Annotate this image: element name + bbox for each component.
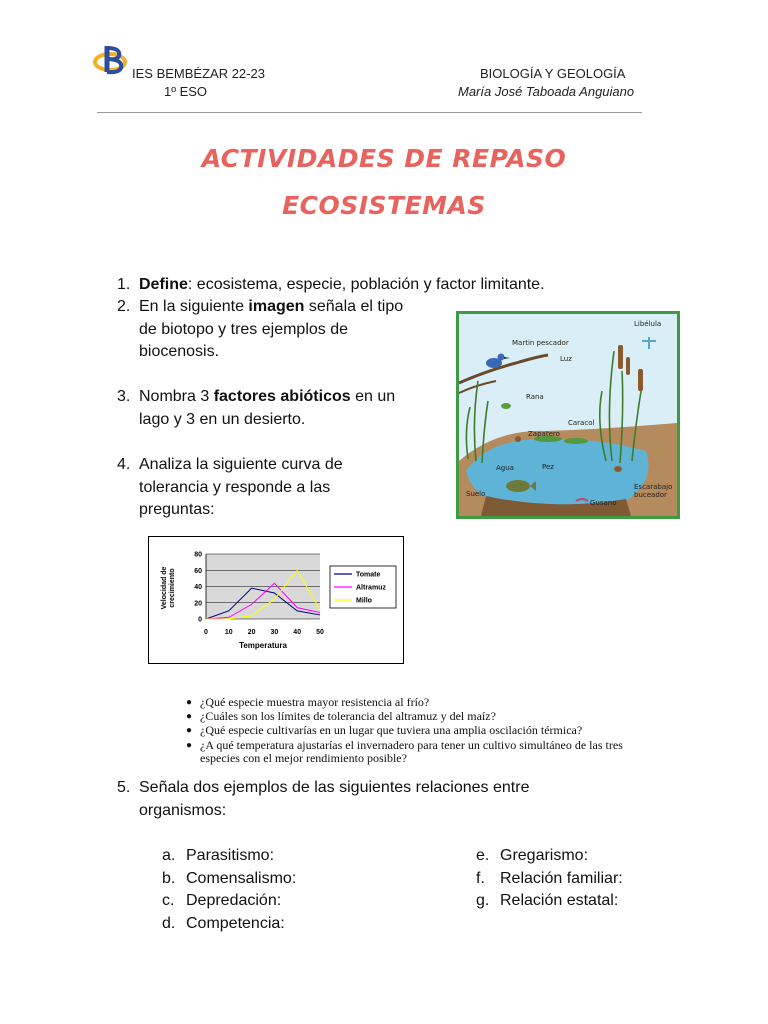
label-martin: Martin pescador — [512, 339, 569, 347]
q2-post: señala el tipo — [304, 298, 404, 315]
label-luz: Luz — [560, 355, 572, 363]
relation-c — [162, 890, 296, 913]
subject: BIOLOGÍA Y GEOLOGÍA — [480, 66, 626, 81]
course: 1º ESO — [164, 84, 208, 99]
bullet-1-text: ¿Qué especie muestra mayor resistencia al frío? — [200, 695, 430, 709]
question-4 — [139, 454, 343, 522]
y-tick-label: 20 — [194, 600, 202, 608]
x-tick-label: 50 — [316, 629, 324, 636]
q5-line2: organismos: — [139, 801, 227, 819]
q3-pre: Nombra 3 — [139, 388, 214, 405]
q4-line2: tolerancia y responde a las — [139, 478, 331, 496]
relation-d — [162, 913, 296, 936]
label-buceador: buceador — [634, 491, 667, 499]
q2-line3: biocenosis. — [139, 343, 220, 360]
question-1 — [139, 274, 545, 297]
bullet-2 — [200, 710, 496, 723]
q4-number: 4. — [117, 456, 131, 473]
y-axis-label-line1: Velocidad de — [161, 566, 168, 610]
label-agua: Agua — [496, 464, 514, 472]
relation-b — [162, 868, 296, 891]
x-tick-label: 30 — [270, 629, 279, 636]
q2-bold: imagen — [248, 298, 305, 315]
y-axis-label-line2: crecimiento — [169, 568, 176, 608]
legend-label: Millo — [356, 597, 372, 605]
bullet-3-text: ¿Qué especie cultivarías en un lugar que tuviera una amplia oscilación térmica? — [200, 723, 583, 737]
bullet-dot: ● — [186, 711, 193, 722]
tolerance-chart — [148, 536, 404, 664]
relation-f — [476, 868, 623, 891]
bullet-4-cont-text: especies con el mejor rendimiento posible? — [200, 751, 407, 765]
relation-letter: g. — [476, 892, 490, 909]
label-suelo: Suelo — [466, 490, 486, 498]
bullet-4-text: ¿A qué temperatura ajustarías el invernadero para tener un cultivo simultáneo de las tres — [200, 738, 623, 752]
y-tick-label: 40 — [194, 584, 202, 591]
bullet-4-cont — [200, 752, 407, 765]
q3-bold: factores abióticos — [213, 388, 351, 405]
label-zapatero: Zapatero — [528, 430, 560, 438]
x-axis-label: Temperatura — [239, 641, 287, 650]
school-name: IES BEMBÉZAR 22-23 — [132, 66, 265, 81]
x-tick-label: 0 — [204, 629, 208, 636]
question-2 — [139, 296, 403, 364]
relation-label: Relación familiar: — [500, 869, 623, 887]
x-tick-label: 20 — [247, 629, 256, 636]
relation-letter: a. — [162, 847, 176, 864]
legend-label: Tomate — [356, 571, 381, 579]
q5-line1: Señala dos ejemplos de las siguientes relaciones entre — [139, 779, 530, 796]
label-libelula: Libélula — [634, 320, 662, 328]
q4-line3: preguntas: — [139, 501, 215, 518]
ecosystem-illustration — [456, 311, 680, 519]
bullet-1 — [200, 696, 429, 709]
label-pez: Pez — [542, 463, 554, 471]
relations-left — [162, 845, 296, 935]
label-gusano: Gusano — [590, 499, 617, 507]
q3-line2: lago y 3 en un desierto. — [139, 410, 306, 428]
x-tick-label: 40 — [293, 629, 302, 636]
bullet-dot: ● — [186, 725, 193, 736]
page-title: ACTIVIDADES DE REPASO — [201, 144, 567, 173]
q3-post: en un — [350, 388, 396, 405]
q1-bold: Define — [139, 276, 188, 293]
relation-e — [476, 845, 623, 868]
q3-number: 3. — [117, 388, 131, 405]
q1-text: : ecosistema, especie, población y factor limitante. — [187, 276, 545, 293]
relation-letter: e. — [476, 847, 490, 864]
relation-label: Depredación: — [186, 892, 282, 909]
bullet-dot: ● — [186, 740, 193, 751]
bullet-dot: ● — [186, 697, 193, 708]
label-escarabajo: Escarabajo — [634, 483, 673, 491]
question-5 — [139, 777, 529, 822]
bullet-2-text: ¿Cuáles son los límites de tolerancia del altramuz y del maíz? — [200, 709, 496, 723]
x-tick-label: 10 — [224, 629, 233, 636]
q5-number: 5. — [117, 779, 131, 796]
page-subtitle: ECOSISTEMAS — [282, 191, 486, 220]
relation-letter: d. — [162, 914, 176, 932]
y-tick-label: 60 — [194, 567, 202, 575]
relation-g — [476, 890, 623, 913]
school-logo — [93, 42, 131, 78]
legend-label: Altramuz — [356, 584, 386, 592]
y-tick-label: 80 — [194, 551, 202, 559]
y-tick-label: 0 — [198, 616, 202, 624]
q2-line2: de biotopo y tres ejemplos de — [139, 320, 349, 338]
relation-label: Competencia: — [186, 914, 285, 932]
label-rana: Rana — [526, 393, 544, 401]
header-divider — [97, 112, 642, 113]
q2-number: 2. — [117, 298, 131, 315]
relation-letter: c. — [162, 892, 175, 909]
teacher-name: María José Taboada Anguiano — [458, 84, 635, 99]
relation-letter: f. — [476, 869, 485, 887]
label-caracol: Caracol — [568, 419, 595, 427]
relation-label: Comensalismo: — [186, 869, 297, 887]
bullet-3 — [200, 724, 582, 737]
relation-letter: b. — [162, 869, 176, 887]
q4-line1: Analiza la siguiente curva de — [139, 456, 343, 473]
relation-label: Parasitismo: — [186, 847, 275, 864]
q1-number: 1. — [117, 276, 131, 293]
relation-a — [162, 845, 296, 868]
relation-label: Relación estatal: — [500, 892, 619, 909]
q2-pre: En la siguiente — [139, 298, 249, 315]
relation-label: Gregarismo: — [500, 847, 589, 864]
relations-right — [476, 845, 623, 913]
question-3 — [139, 386, 395, 431]
